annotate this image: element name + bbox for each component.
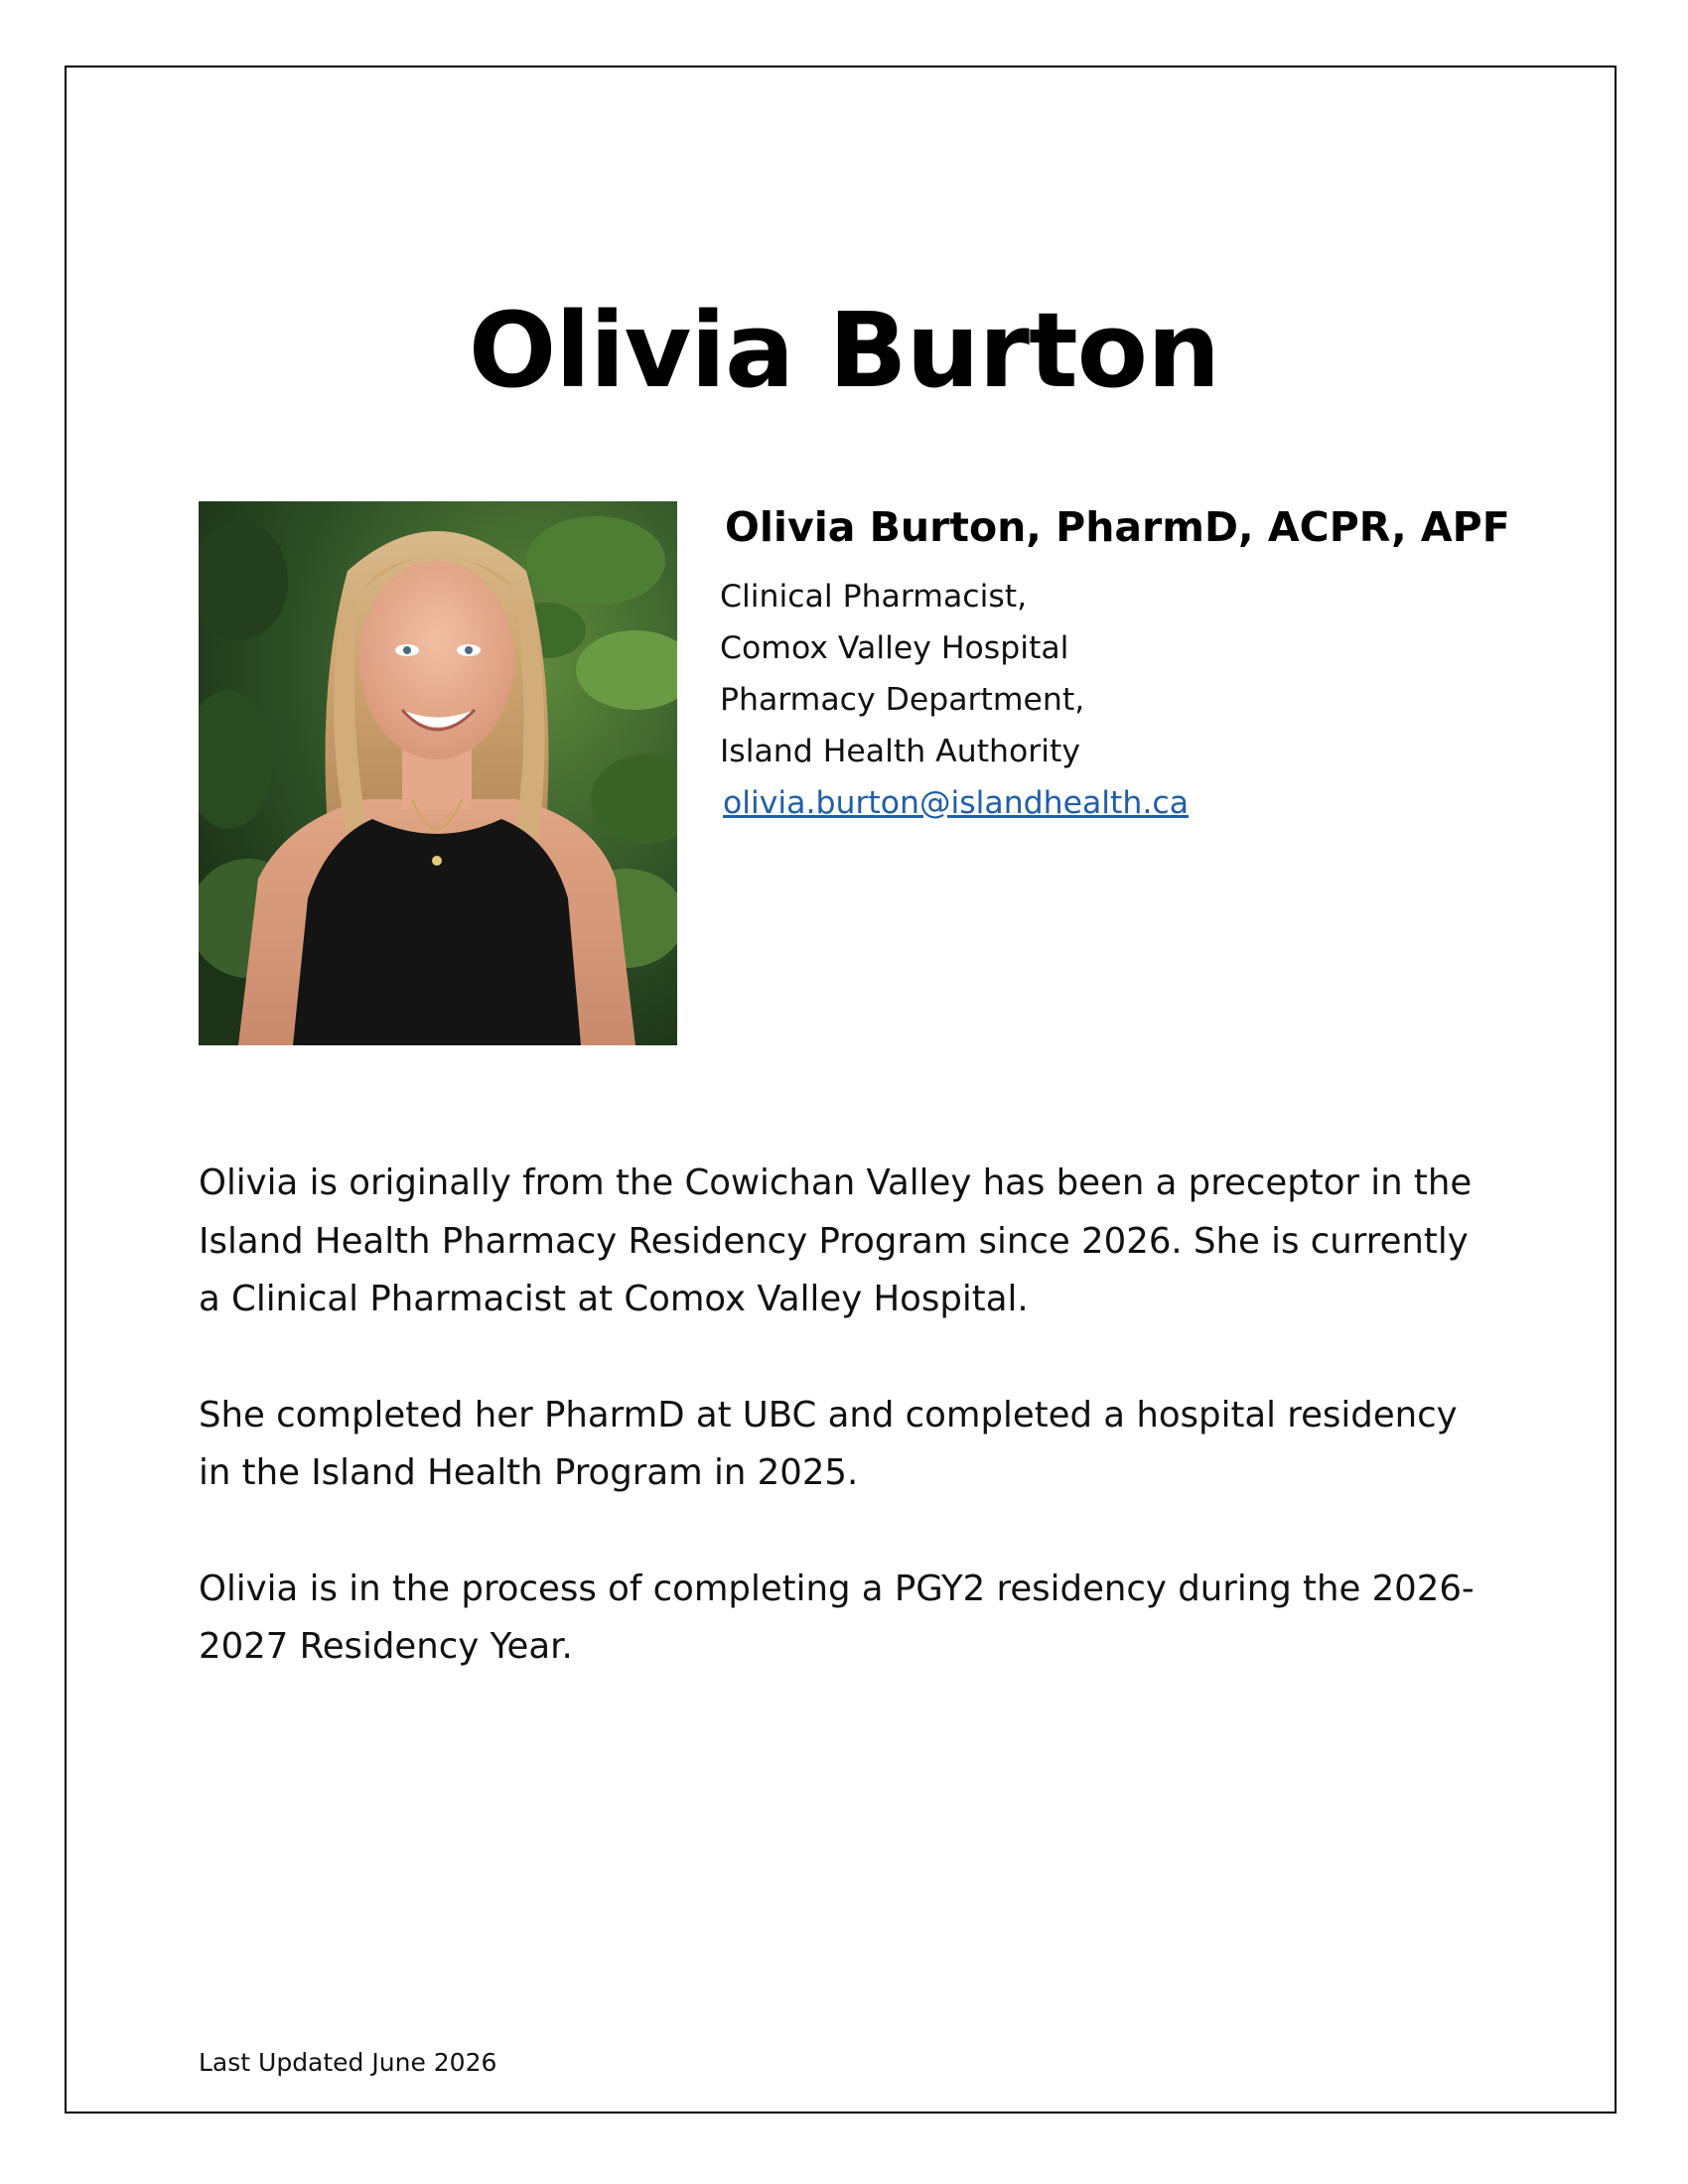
email-link[interactable]: olivia.burton@islandhealth.ca xyxy=(723,785,1190,821)
contact-line-authority: Island Health Authority xyxy=(720,734,1080,769)
profile-photo xyxy=(199,501,677,1045)
contact-block xyxy=(720,501,1534,829)
bio-paragraph: She completed her PharmD at UBC and completed a hospital residency in the Island Health Program in 2025. xyxy=(199,1394,1458,1493)
contact-line-title: Clinical Pharmacist, xyxy=(720,579,1028,614)
last-updated-note: Last Updated June 2026 xyxy=(199,2048,497,2077)
contact-line-hospital: Comox Valley Hospital xyxy=(720,630,1069,666)
bio-paragraph: Olivia is originally from the Cowichan Valley has been a preceptor in the Island Health Pharmacy Residency Program since 2026. She is currently a Clinical Pharmacist at Comox Valley Hospital. xyxy=(199,1162,1473,1319)
contact-line-department: Pharmacy Department, xyxy=(720,682,1085,718)
biography xyxy=(199,1155,1509,1734)
page-title: Olivia Burton xyxy=(468,289,1220,411)
bio-paragraph: Olivia is in the process of completing a PGY2 residency during the 2026- 2027 Residency Year. xyxy=(199,1568,1475,1667)
contact-name: Olivia Burton, PharmD, ACPR, APF xyxy=(725,503,1510,551)
